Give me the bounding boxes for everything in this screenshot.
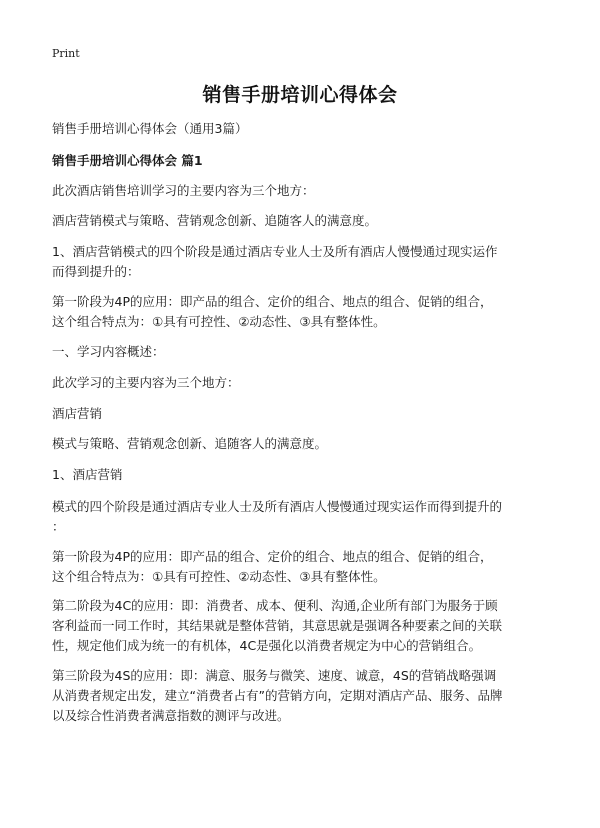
paragraph: 第一阶段为4P的应用：即产品的组合、定价的组合、地点的组合、促销的组合， 这个组合特点为：①具有可控性、②动态性、③具有整体性。 <box>52 549 493 584</box>
section-heading: 销售手册培训心得体会 篇1 <box>52 153 203 168</box>
paragraph: 一、学习内容概述： <box>52 344 165 359</box>
print-label: Print <box>52 47 80 60</box>
paragraph: 模式与策略、营销观念创新、追随客人的满意度。 <box>52 436 328 451</box>
paragraph: 第二阶段为4C的应用：即：消费者、成本、便利、沟通,企业所有部门为服务于顾 客利益而一同工作时，其结果就是整体营销，其意思就是强调各种要素之间的关联 性，规定他们成为统一的有机体，4C是强化以消费者规定为中心的营销组合。 <box>52 598 503 653</box>
paragraph: 销售手册培训心得体会（通用3篇） <box>52 121 248 136</box>
paragraph: 第一阶段为4P的应用：即产品的组合、定价的组合、地点的组合、促销的组合， 这个组合特点为：①具有可控性、②动态性、③具有整体性。 <box>52 294 493 329</box>
paragraph: 1、酒店营销 <box>52 467 123 482</box>
page-title: 销售手册培训心得体会 <box>202 84 398 106</box>
paragraph: 酒店营销 <box>52 406 103 421</box>
paragraph: 1、酒店营销模式的四个阶段是通过酒店专业人士及所有酒店人慢慢通过现实运作 而得到提升的： <box>52 244 498 279</box>
paragraph: 此次酒店销售培训学习的主要内容为三个地方： <box>52 183 315 198</box>
paragraph: 此次学习的主要内容为三个地方： <box>52 375 240 390</box>
paragraph: 模式的四个阶段是通过酒店专业人士及所有酒店人慢慢通过现实运作而得到提升的 ： <box>52 499 503 534</box>
paragraph: 酒店营销模式与策略、营销观念创新、追随客人的满意度。 <box>52 213 378 228</box>
paragraph: 第三阶段为4S的应用：即：满意、服务与微笑、速度、诚意，4S的营销战略强调 从消费者规定出发，建立“消费者占有”的营销方向，定期对酒店产品、服务、品牌 以及综合性消费者满意指数的测评与改进。 <box>52 668 503 723</box>
